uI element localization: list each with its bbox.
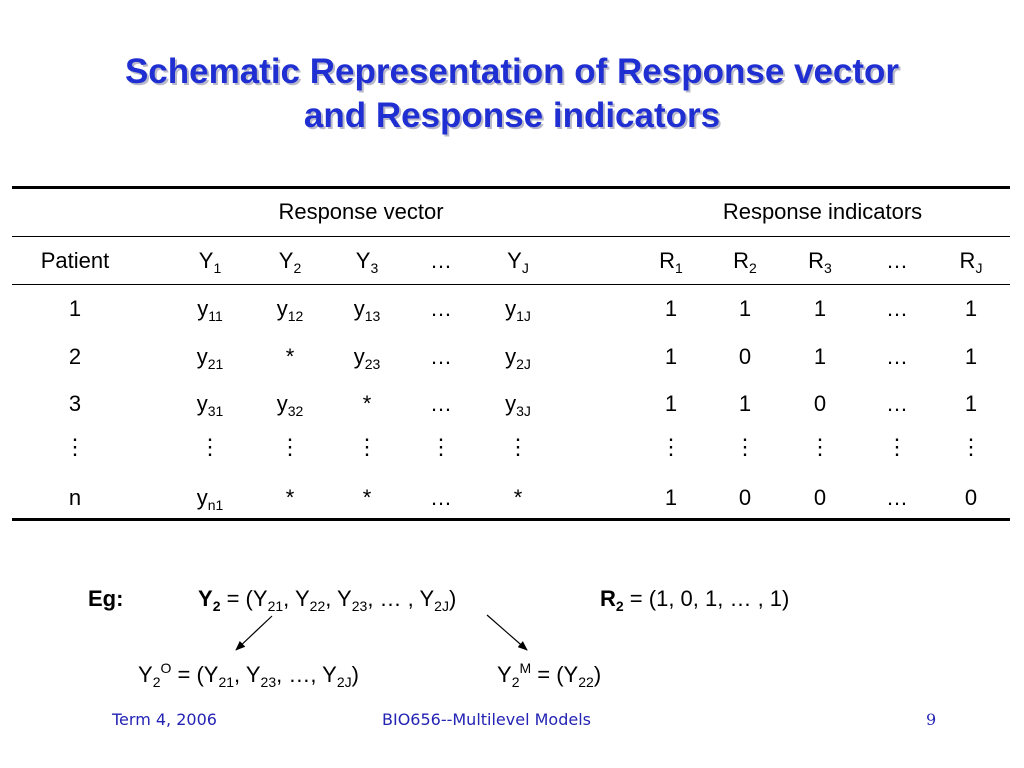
table-cell: 0 xyxy=(964,485,978,510)
table-cell: $y_{13}$ xyxy=(353,296,381,324)
table-cell: 1 xyxy=(813,344,827,369)
table-cell: $y_{21}$ xyxy=(196,344,224,372)
table-cell: * xyxy=(362,391,372,416)
table-cell: ⋮ xyxy=(356,434,378,459)
table-cell: 1 xyxy=(664,344,678,369)
table-cell: 1 xyxy=(964,344,978,369)
table-cell: ⋮ xyxy=(960,434,982,459)
table-cell: * xyxy=(513,485,523,510)
table-cell: * xyxy=(285,344,295,369)
footer-page-number: 9 xyxy=(926,710,937,729)
table-top-rule xyxy=(12,186,1010,189)
table-cell: 1 xyxy=(664,485,678,510)
table-cell: $y_{n1}$ xyxy=(196,485,224,513)
footer-course: BIO656--Multilevel Models xyxy=(382,710,591,729)
column-header: $Y_J$ xyxy=(507,248,529,276)
table-cell: 0 xyxy=(813,485,827,510)
table-cell: 1 xyxy=(964,391,978,416)
table-cell: * xyxy=(362,485,372,510)
column-header: … xyxy=(430,248,452,273)
table-cell: 3 xyxy=(68,391,82,416)
table-cell: n xyxy=(68,485,82,510)
table-cell: ⋮ xyxy=(507,434,529,459)
table-cell: 1 xyxy=(738,391,752,416)
column-header: Patient xyxy=(40,248,110,273)
example-r2-vector: $R_2 = (1$, 0, 1, … , 1) xyxy=(600,586,790,614)
arrow-to-missing xyxy=(487,615,527,650)
table-cell: … xyxy=(886,485,908,510)
title-line-2: and Response indicators xyxy=(303,96,721,135)
table-cell: $y_{23}$ xyxy=(353,344,381,372)
table-cell: $y_{31}$ xyxy=(196,391,224,419)
table-cell: $y_{1J}$ xyxy=(505,296,531,324)
example-observed-part: $Y_2^O = (Y_{21}$, $Y_{23}$, …, $Y_{2J}$) xyxy=(138,660,359,690)
table-cell: … xyxy=(430,391,452,416)
table-cell: $y_{32}$ xyxy=(276,391,304,419)
column-header: $Y_3$ xyxy=(355,248,379,276)
column-header: $Y_1$ xyxy=(198,248,222,276)
table-cell: 1 xyxy=(664,391,678,416)
table-cell: … xyxy=(886,391,908,416)
column-header: $R_3$ xyxy=(808,248,832,276)
table-cell: 1 xyxy=(813,296,827,321)
table-cell: 1 xyxy=(664,296,678,321)
table-cell: ⋮ xyxy=(734,434,756,459)
column-header: $Y_2$ xyxy=(278,248,302,276)
table-cell: … xyxy=(886,344,908,369)
table-bottom-rule xyxy=(12,518,1010,521)
table-cell: … xyxy=(886,296,908,321)
table-cell: ⋮ xyxy=(64,434,86,459)
table-cell: ⋮ xyxy=(660,434,682,459)
column-header: … xyxy=(886,248,908,273)
table-cell: $y_{3J}$ xyxy=(505,391,531,419)
example-missing-part: $Y_2^M = (Y_{22})$ xyxy=(497,660,602,690)
table-cell: 0 xyxy=(738,344,752,369)
example-label: Eg: xyxy=(88,586,124,611)
table-cell: ⋮ xyxy=(809,434,831,459)
group-header-response-vector: Response vector xyxy=(278,199,444,224)
table-subheader-rule xyxy=(12,284,1010,285)
table-cell: … xyxy=(430,296,452,321)
table-cell: ⋮ xyxy=(886,434,908,459)
table-cell: … xyxy=(430,344,452,369)
title-line-1: Schematic Representation of Response vector xyxy=(124,52,900,91)
table-header-rule xyxy=(12,236,1010,237)
table-cell: ⋮ xyxy=(279,434,301,459)
footer-term: Term 4, 2006 xyxy=(112,710,217,729)
column-header: $R_2$ xyxy=(733,248,757,276)
table-cell: * xyxy=(285,485,295,510)
slide-title xyxy=(0,50,1024,138)
table-cell: 1 xyxy=(738,296,752,321)
arrow-to-observed xyxy=(236,616,272,650)
table-cell: 0 xyxy=(813,391,827,416)
table-cell: ⋮ xyxy=(199,434,221,459)
table-cell: 1 xyxy=(964,296,978,321)
table-cell: $y_{11}$ xyxy=(197,296,223,324)
table-cell: 2 xyxy=(68,344,82,369)
group-header-response-indicators: Response indicators xyxy=(722,199,923,224)
table-cell: 0 xyxy=(738,485,752,510)
table-cell: … xyxy=(430,485,452,510)
column-header: $R_1$ xyxy=(659,248,683,276)
table-cell: 1 xyxy=(68,296,82,321)
column-header: $R_J$ xyxy=(959,248,983,276)
table-cell: ⋮ xyxy=(430,434,452,459)
example-y2-vector: $Y_2 = (Y_{21}$, $Y_{22}$, $Y_{23}$, … , $Y_{2J}$) xyxy=(198,586,457,614)
table-cell: $y_{2J}$ xyxy=(505,344,531,372)
table-cell: $y_{12}$ xyxy=(276,296,304,324)
